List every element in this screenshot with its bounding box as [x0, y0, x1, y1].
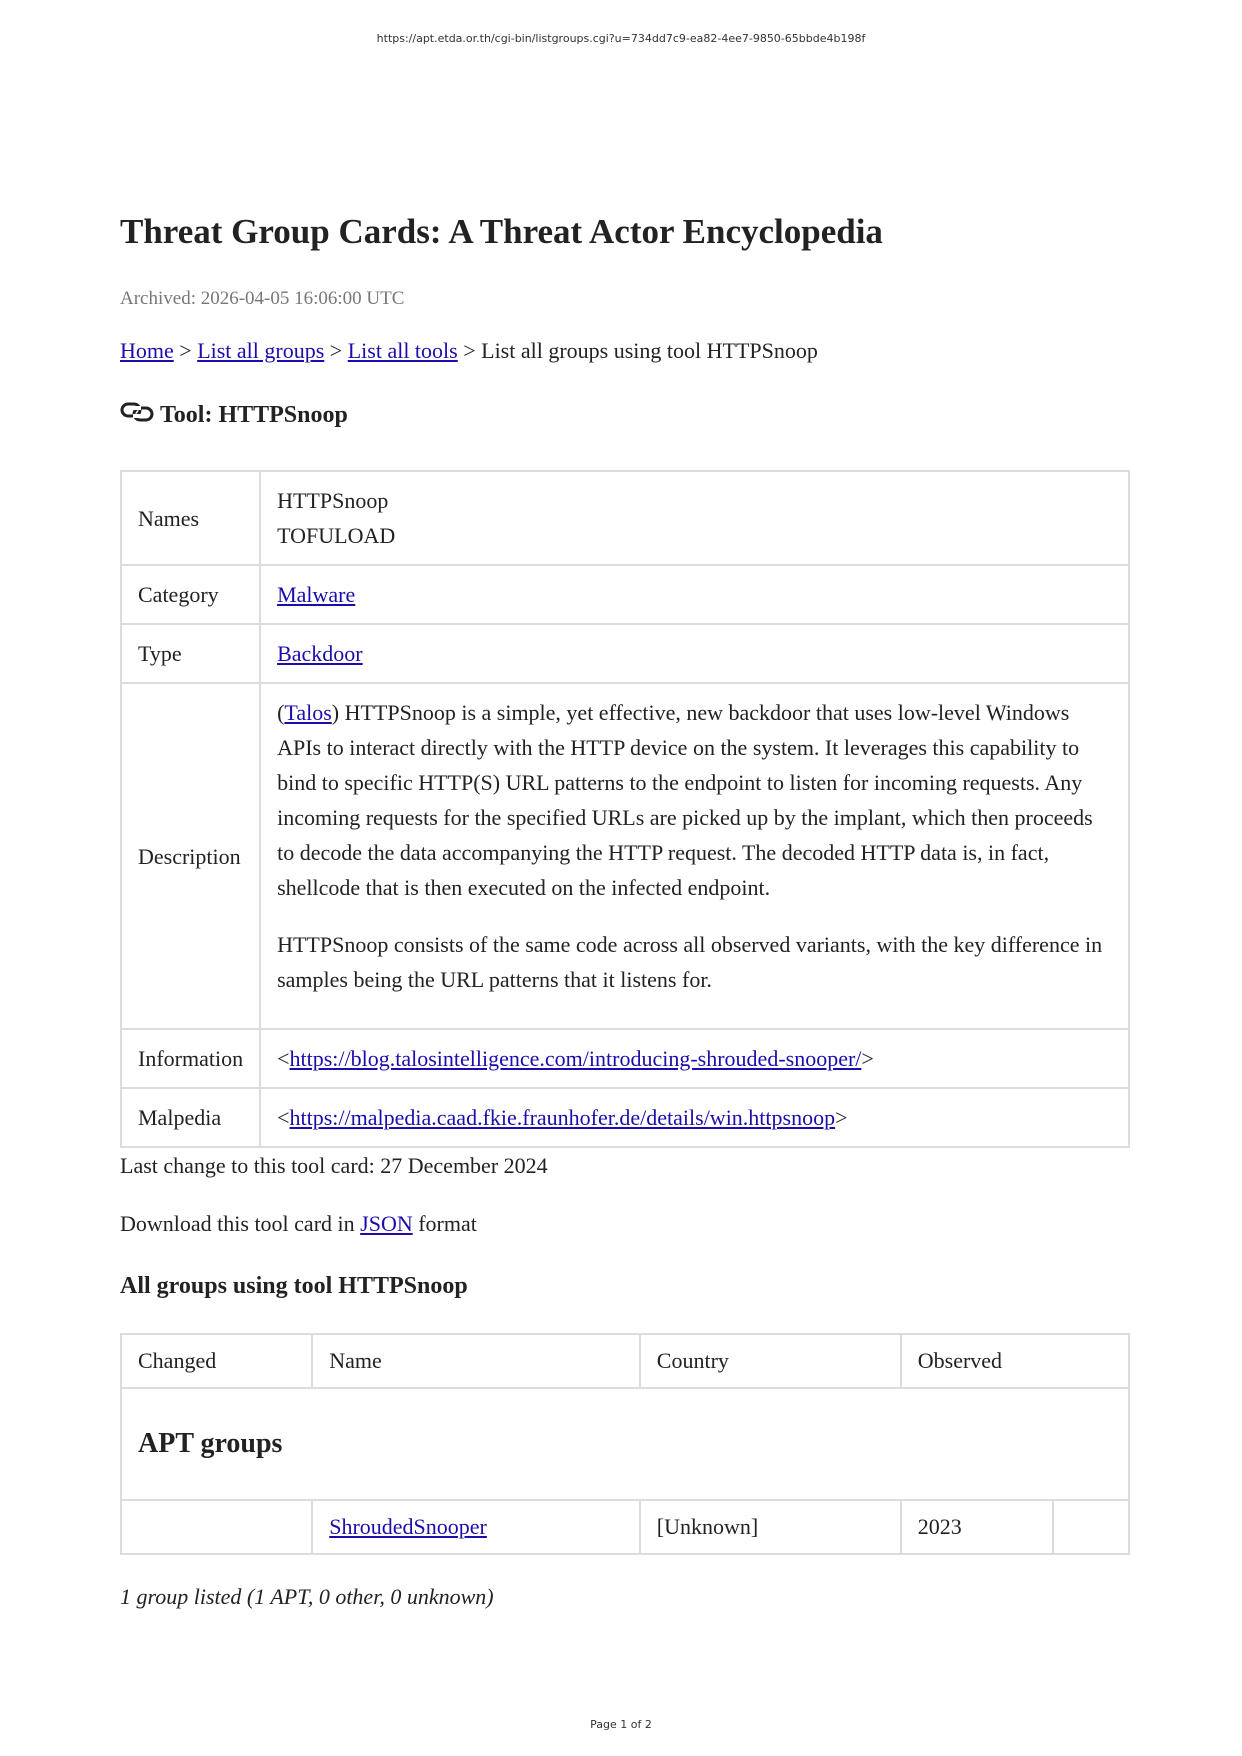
- header-name: Name: [312, 1334, 640, 1388]
- table-row: [121, 1500, 1129, 1554]
- malpedia-link[interactable]: https://malpedia.caad.fkie.fraunhofer.de/details/win.httpsnoop: [289, 1105, 836, 1130]
- table-row: [121, 565, 1129, 624]
- breadcrumb-tools-link[interactable]: List all tools: [347, 338, 458, 363]
- page-number-footer: Page 1 of 2: [590, 1718, 652, 1731]
- names-value: [260, 471, 1129, 565]
- information-value: [260, 1029, 1129, 1088]
- page-url-header: https://apt.etda.or.th/cgi-bin/listgroups.cgi?u=734dd7c9-ea82-4ee7-9850-65bbde4b198f: [376, 32, 866, 45]
- cell-country: [Unknown]: [640, 1500, 901, 1554]
- breadcrumb-separator: >: [173, 338, 198, 363]
- breadcrumb-groups-link[interactable]: List all groups: [197, 338, 325, 363]
- description-label: Description: [121, 683, 260, 1029]
- download-suffix: format: [412, 1211, 477, 1236]
- last-change-text: Last change to this tool card: 27 December 2024: [120, 1153, 548, 1178]
- link-icon: [120, 400, 154, 424]
- json-download-link[interactable]: JSON: [360, 1211, 413, 1236]
- header-country: Country: [640, 1334, 901, 1388]
- description-paragraph: [277, 695, 1112, 905]
- type-label: Type: [121, 624, 260, 683]
- category-value: [260, 565, 1129, 624]
- type-value: [260, 624, 1129, 683]
- groups-heading: All groups using tool HTTPSnoop: [120, 1273, 468, 1299]
- section-apt-groups: APT groups: [121, 1388, 1129, 1500]
- category-link[interactable]: Malware: [277, 582, 356, 607]
- breadcrumb: [120, 338, 818, 364]
- malpedia-label: Malpedia: [121, 1088, 260, 1147]
- page-title: Threat Group Cards: A Threat Actor Encyclopedia: [120, 212, 883, 251]
- header-changed: Changed: [121, 1334, 312, 1388]
- breadcrumb-current: > List all groups using tool HTTPSnoop: [457, 338, 818, 363]
- table-row: [121, 624, 1129, 683]
- download-line: [120, 1211, 477, 1237]
- groups-summary: 1 group listed (1 APT, 0 other, 0 unknown): [120, 1584, 494, 1609]
- group-link[interactable]: ShroudedSnooper: [329, 1514, 487, 1539]
- category-label: Category: [121, 565, 260, 624]
- angle-open: <: [277, 1105, 290, 1130]
- cell-changed: [121, 1500, 312, 1554]
- groups-table: [120, 1333, 1130, 1555]
- download-prefix: Download this tool card in: [120, 1211, 361, 1236]
- angle-close: >: [861, 1046, 874, 1071]
- table-header-row: [121, 1334, 1129, 1388]
- table-row: [121, 1029, 1129, 1088]
- breadcrumb-separator: >: [324, 338, 348, 363]
- tool-heading-text: Tool: HTTPSnoop: [160, 402, 348, 428]
- talos-source-link[interactable]: Talos: [284, 700, 332, 725]
- angle-close: >: [835, 1105, 848, 1130]
- tool-name: HTTPSnoop: [277, 488, 389, 513]
- information-link[interactable]: https://blog.talosintelligence.com/introducing-shrouded-snooper/: [289, 1046, 862, 1071]
- description-text: ) HTTPSnoop is a simple, yet effective, new backdoor that uses low-level Windows APIs to interact directly with the HTTP device on the system. It leverages this capability to bind to specific HTTP(S) URL patterns to the endpoint to listen for incoming requests. Any incoming requests for the specified URLs are picked up by the implant, which then proceeds to decode the data accompanying the HTTP request. The decoded HTTP data is, in fact, shellcode that is then executed on the infected endpoint.: [277, 700, 1093, 900]
- table-row: [121, 683, 1129, 1029]
- information-label: Information: [121, 1029, 260, 1088]
- description-value: [260, 683, 1129, 1029]
- description-paragraph: HTTPSnoop consists of the same code across all observed variants, with the key difference in samples being the URL patterns that it listens for.: [277, 932, 1103, 992]
- paren-open: (: [277, 700, 285, 725]
- cell-name: [312, 1500, 640, 1554]
- cell-observed: 2023: [901, 1500, 1053, 1554]
- tool-heading: [120, 400, 348, 429]
- table-section-row: [121, 1388, 1129, 1500]
- table-row: [121, 471, 1129, 565]
- malpedia-value: [260, 1088, 1129, 1147]
- header-observed: Observed: [901, 1334, 1129, 1388]
- names-label: Names: [121, 471, 260, 565]
- tool-name: TOFULOAD: [277, 523, 396, 548]
- breadcrumb-home-link[interactable]: Home: [120, 338, 174, 363]
- angle-open: <: [277, 1046, 290, 1071]
- cell-extra: [1053, 1500, 1129, 1554]
- tool-info-table: [120, 470, 1130, 1148]
- archived-timestamp: Archived: 2026-04-05 16:06:00 UTC: [120, 288, 405, 309]
- table-row: [121, 1088, 1129, 1147]
- type-link[interactable]: Backdoor: [277, 641, 363, 666]
